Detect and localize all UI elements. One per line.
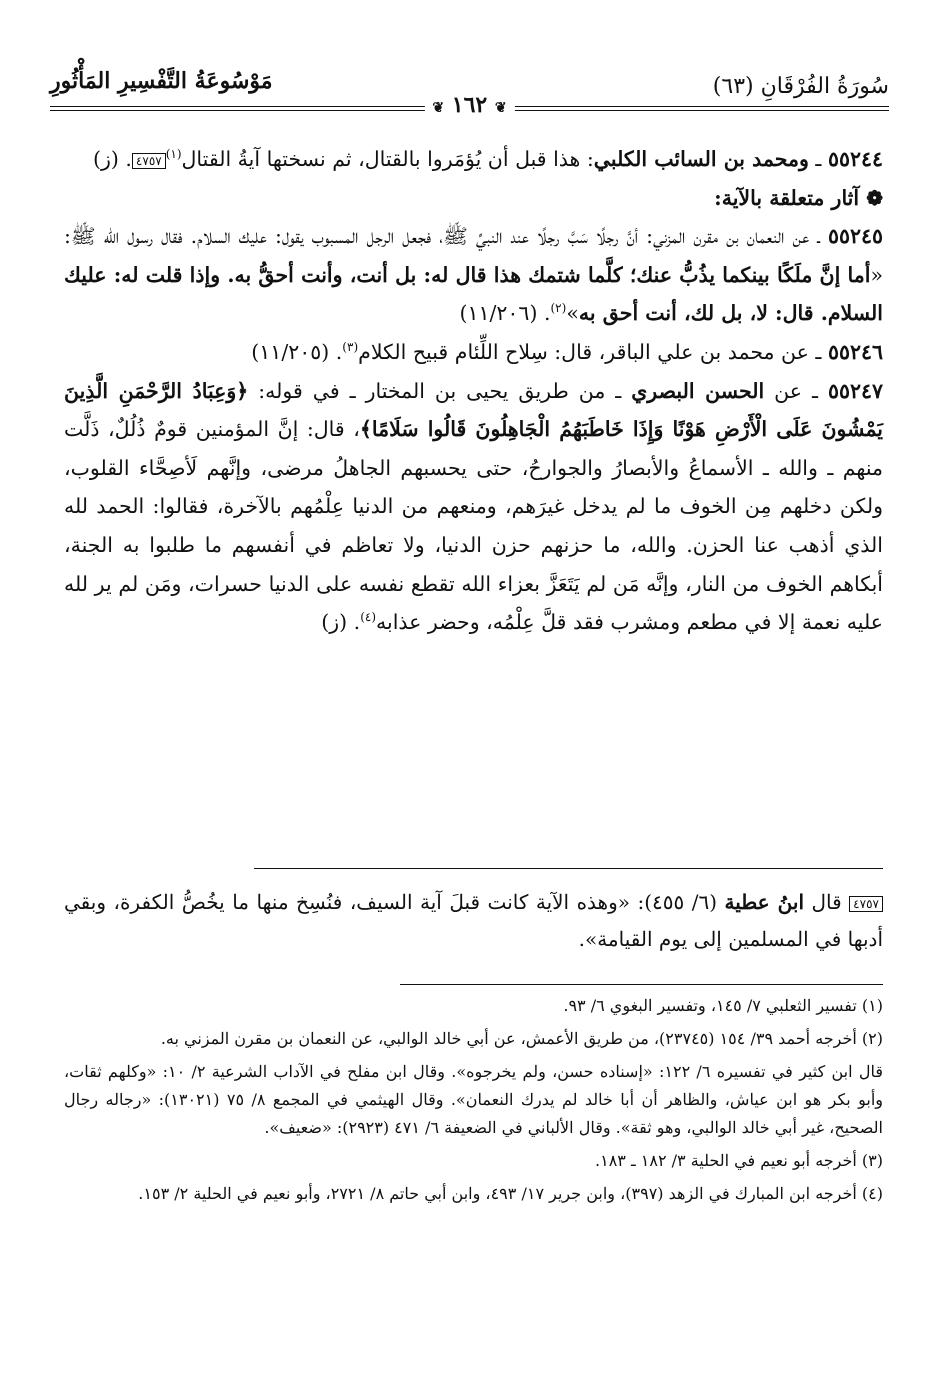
- running-header: [50, 64, 889, 118]
- footnote-ref: (٣): [342, 340, 359, 355]
- surah-title: سُورَةُ الفُرْقَانِ (٦٣): [712, 74, 889, 99]
- main-text: [64, 140, 883, 642]
- entry-number: ٥٥٢٤٦: [827, 339, 883, 364]
- hadith-text: أما إنَّ ملَكًا بينكما يذُبُّ عنك؛ كلَّما شتمك هذا قال له: بل أنت، وأنت أحقُّ به. وإذا قلت له: عليك السلام. قال: لا، بل لك، أنت أحق به: [64, 262, 883, 326]
- ornament-icon: ❦: [494, 100, 507, 116]
- footnote-ref: (٤): [360, 610, 377, 625]
- entry-55244: ٥٥٢٤٤ ـ ومحمد بن السائب الكلبي: هذا قبل أن يُؤمَروا بالقتال، ثم نسختها آيةُ القتال$^{(١)}$٤٧٥٧. (ز): [92, 147, 883, 171]
- commentary-note: ٤٧٥٧ قال ابنُ عطية (٦/ ٤٥٥): «وهذه الآية كانت قبلَ آية السيف، فنُسِخ منها ما يخُصُّ الكفرة، وبقي أدبها في المسلمين إلى يوم القيامة».: [64, 890, 883, 951]
- narrator-name: الحسن البصري: [631, 378, 765, 403]
- entry-55245: ٥٥٢٤٥ ـ عن النعمان بن مقرن المزني: أنَّ رجلًا سَبَّ رجلًا عند النبيِّ ﷺ، فجعل الرجل المسبوب يقول: عليك السلام. فقال رسول الله ﷺ: «أما إنَّ ملَكًا بينكما يذُبُّ عنك؛ كلَّما شتمك هذا قال له: بل أنت، وأنت أحقُّ به. وإذا قلت له: عليك السلام. قال: لا، بل لك، أنت أحق به»$^{(٢)}$. (١١/٢٠٦): [64, 224, 883, 326]
- footnote-ref: (١): [165, 147, 182, 162]
- book-title: مَوْسُوعَةُ التَّفْسِيرِ المَأْثُورِ: [50, 68, 273, 94]
- ornament-icon: ❦: [432, 100, 445, 116]
- note-divider: [254, 868, 883, 869]
- entry-55247: ٥٥٢٤٧ ـ عن الحسن البصري ـ من طريق يحيى بن المختار ـ في قوله: ﴿وَعِبَادُ الرَّحْمَنِ الَّذِينَ يَمْشُونَ عَلَى الْأَرْضِ هَوْنًا وَإِذَا خَاطَبَهُمُ الْجَاهِلُونَ قَالُوا سَلَامًا﴾، قال: إنَّ المؤمنين قومٌ ذُلُلٌ، ذَلَّت منهم ـ والله ـ الأسماعُ والأبصارُ والجوارحُ، حتى يحسبهم الجاهلُ مرضى، وإنَّهم لَأصِحَّاء القلوب، ولكن دخلهم مِن الخوف ما لم يدخل غيرَهم، ومنعهم من الدنيا عِلْمُهم بالآخرة، فقالوا: الحمد لله الذي أذهب عنا الحزن. والله، ما حزنهم حزن الدنيا، ولا تعاظم في أنفسهم ما طلبوا به الجنة، أبكاهم الخوف من النار، وإنَّه مَن لم يَتَعَزَّ بعزاء الله تقطع نفسه على الدنيا حسرات، ومَن لم ير لله عليه نعمة إلا في مطعم ومشرب فقد قلَّ عِلْمُه، وحضر عذابه$^{(٤)}$. (ز): [64, 378, 883, 635]
- entry-number: ٥٥٢٤٧: [827, 378, 883, 403]
- footnote-2-continued: قال ابن كثير في تفسيره ٦/ ١٢٢: «إسناده حسن، ولم يخرجوه». وقال ابن مفلح في الآداب الشرعية ٢/ ١٠: «وكلهم ثقات، وأبو بكر هو ابن عياش، والظاهر أن أبا خالد لم يدرك النعمان». وقال الهيثمي في المجمع ٨/ ٧٥ (١٣٠٢١): «رجاله رجال الصحيح، غير أبي خالد الوالبي، وهو ثقة». وقال الألباني في الضعيفة ٦/ ٤٧١ (٢٩٢٣): «ضعيف».: [64, 1062, 884, 1137]
- entry-number: ٥٥٢٤٥: [827, 224, 883, 249]
- narrator-name: ومحمد بن السائب الكلبي: [593, 147, 809, 171]
- entry-55246: ٥٥٢٤٦ ـ عن محمد بن علي الباقر، قال: سِلاح اللِّئام قبيح الكلام$^{(٣)}$. (١١/٢٠٥): [251, 339, 883, 364]
- footnotes: [64, 992, 883, 1213]
- note-marker: ٤٧٥٧: [849, 896, 883, 912]
- footnote-3: (٣) أخرجه أبو نعيم في الحلية ٣/ ١٨٢ ـ ١٨٣.: [595, 1151, 883, 1170]
- quran-verse: ﴿وَعِبَادُ الرَّحْمَنِ الَّذِينَ يَمْشُونَ عَلَى الْأَرْضِ هَوْنًا وَإِذَا خَاطَبَهُمُ الْجَاهِلُونَ قَالُوا سَلَامًا﴾: [64, 378, 883, 442]
- flower-icon: ❁: [866, 185, 883, 210]
- page-number: ❦ ١٦٢ ❦: [424, 92, 514, 118]
- footnote-ref: (٢): [550, 301, 567, 316]
- section-heading: ❁ آثار متعلقة بالآية:: [714, 185, 883, 210]
- footnote-divider: [400, 984, 883, 985]
- entry-number: ٥٥٢٤٤: [827, 147, 883, 171]
- footnote-1: (١) تفسير الثعلبي ٧/ ١٤٥، وتفسير البغوي ٦/ ٩٣.: [563, 996, 883, 1015]
- commentator-name: ابنُ عطية: [724, 890, 805, 914]
- footnote-2: (٢) أخرجه أحمد ٣٩/ ١٥٤ (٢٣٧٤٥)، من طريق الأعمش، عن أبي خالد الوالبي، عن النعمان بن مقرن المزني به.: [160, 1029, 883, 1048]
- note-marker: ٤٧٥٧: [132, 153, 166, 169]
- footnote-4: (٤) أخرجه ابن المبارك في الزهد (٣٩٧)، وابن جرير ١٧/ ٤٩٣، وابن أبي حاتم ٨/ ٢٧٢١، وأبو نعيم في الحلية ٢/ ١٥٣.: [138, 1184, 883, 1203]
